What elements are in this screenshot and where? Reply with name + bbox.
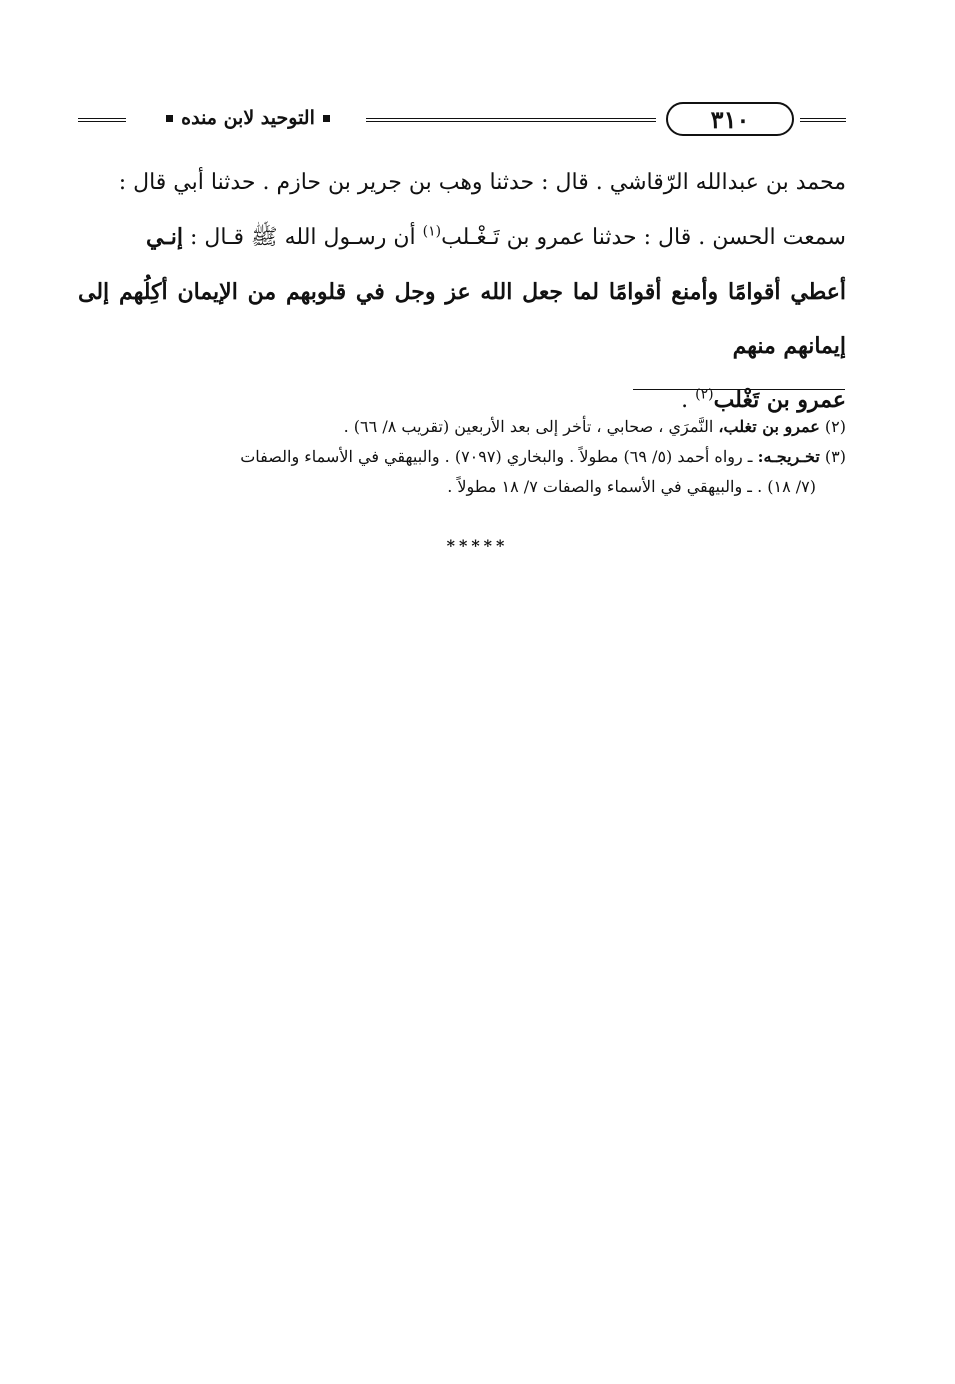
header-rule <box>366 118 656 122</box>
running-title-container <box>138 100 358 136</box>
footnote-text: ـ رواه أحمد (٥/ ٦٩) مطولاً . والبخاري (٧٠٩٧) . والبيهقي في الأسماء والصفات <box>240 447 758 466</box>
footnote-text: (٧/ ١٨) . ـ والبيهقي في الأسماء والصفات ٧/ ١٨ مطولاً . <box>447 477 816 496</box>
footnote-ref: (٢) <box>695 386 714 403</box>
square-bullet-icon <box>166 115 173 122</box>
footnote-term: عمرو بن تغلب، <box>718 417 820 436</box>
hadith-text: إنـي <box>145 224 183 250</box>
end-mark: ***** <box>446 536 509 555</box>
text-segment: سمعت الحسن . قال : حدثنا عمرو بن تَـغْـلب <box>441 225 846 250</box>
running-title: التوحيد لابن منده <box>181 107 315 129</box>
footnote-label: (٣) <box>819 447 846 466</box>
footnote-term: تخـريجـه: <box>757 447 820 466</box>
text-line <box>78 156 846 210</box>
main-text <box>78 156 846 428</box>
header-rule <box>78 118 126 122</box>
square-bullet-icon <box>323 115 330 122</box>
footnote-3 <box>78 442 846 472</box>
text-line <box>78 210 846 265</box>
footnote-3-continued <box>78 472 846 502</box>
hadith-text: أعطي أقوامًا وأمنع أقوامًا لما جعل الله عز وجل في قلوبهم من الإيمان أكِلُهم إلى إيمانهم منهم <box>78 279 846 359</box>
text-line <box>78 265 846 373</box>
header-rule <box>800 118 846 122</box>
page-number: ٣١٠ <box>666 102 794 136</box>
footnotes <box>78 412 846 502</box>
footnote-ref: (١) <box>422 223 442 240</box>
footnote-2 <box>78 412 846 442</box>
page-header <box>78 98 846 146</box>
footnote-label: (٢) <box>819 417 846 436</box>
footnote-separator <box>633 389 845 390</box>
footnote-text: النَّمرَي ، صحابي ، تأخر إلى بعد الأربعين (تقريب ٨/ ٦٦) . <box>343 417 719 436</box>
text-segment: . <box>681 388 696 413</box>
text-segment: محمد بن عبدالله الرّقاشي . قال : حدثنا وهب بن جرير بن حازم . حدثنا أبي قال : <box>118 170 846 195</box>
hadith-text: عمرو بن تَغْلب <box>713 387 846 413</box>
text-segment: أن رسـول الله ﷺ قـال : <box>183 225 423 250</box>
